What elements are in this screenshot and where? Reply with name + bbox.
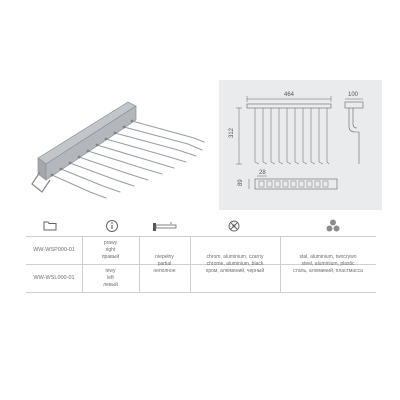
finish-label: steel, aluminium, plastic [301, 261, 355, 267]
dim-height: 312 [229, 127, 235, 138]
side-label: right [105, 247, 116, 253]
trouser-rack-illustration [28, 80, 206, 210]
material-cell [190, 254, 280, 275]
finish-cell [280, 254, 376, 275]
product-photo [28, 80, 206, 210]
finish-label: сталь, алюминий, пластмасса [293, 268, 363, 274]
product-code: WW-WSP000-01 [33, 247, 75, 253]
finish-label: stal, aluminium, tworzywo [299, 254, 357, 260]
icon-strip [0, 218, 400, 236]
product-code: WW-WSL000-01 [33, 275, 75, 281]
side-label: правый [101, 254, 120, 260]
extension-label: неполное [153, 268, 176, 274]
extension-label: niepełny [155, 254, 174, 260]
info-icon [104, 218, 120, 234]
side-label: lewy [105, 268, 116, 274]
dimension-drawing [219, 80, 382, 210]
material-label: chrom, aluminium, czarny [206, 254, 264, 260]
dim-pitch: 28 [259, 170, 266, 176]
slide-rail-icon [152, 218, 178, 234]
side-label: left [107, 275, 114, 281]
material-label: хром, алюминий, черный [205, 268, 265, 274]
dim-depth: 100 [348, 92, 359, 98]
side-label: левый [103, 282, 118, 288]
table-divider [26, 292, 376, 293]
finish-swatches-icon [325, 218, 341, 234]
extension-cell [139, 254, 190, 275]
dim-rail-height: 89 [238, 179, 244, 186]
table-divider [26, 236, 376, 237]
technical-drawing [219, 80, 382, 210]
table-row [82, 240, 139, 261]
side-label: prawy [103, 240, 118, 246]
dim-width: 464 [284, 92, 295, 98]
spec-table [26, 236, 376, 293]
material-label: chrome, aluminium, black [206, 261, 264, 267]
folder-icon [42, 218, 58, 234]
material-icon [226, 218, 242, 234]
extension-label: partial [157, 261, 172, 267]
table-row [82, 268, 139, 289]
